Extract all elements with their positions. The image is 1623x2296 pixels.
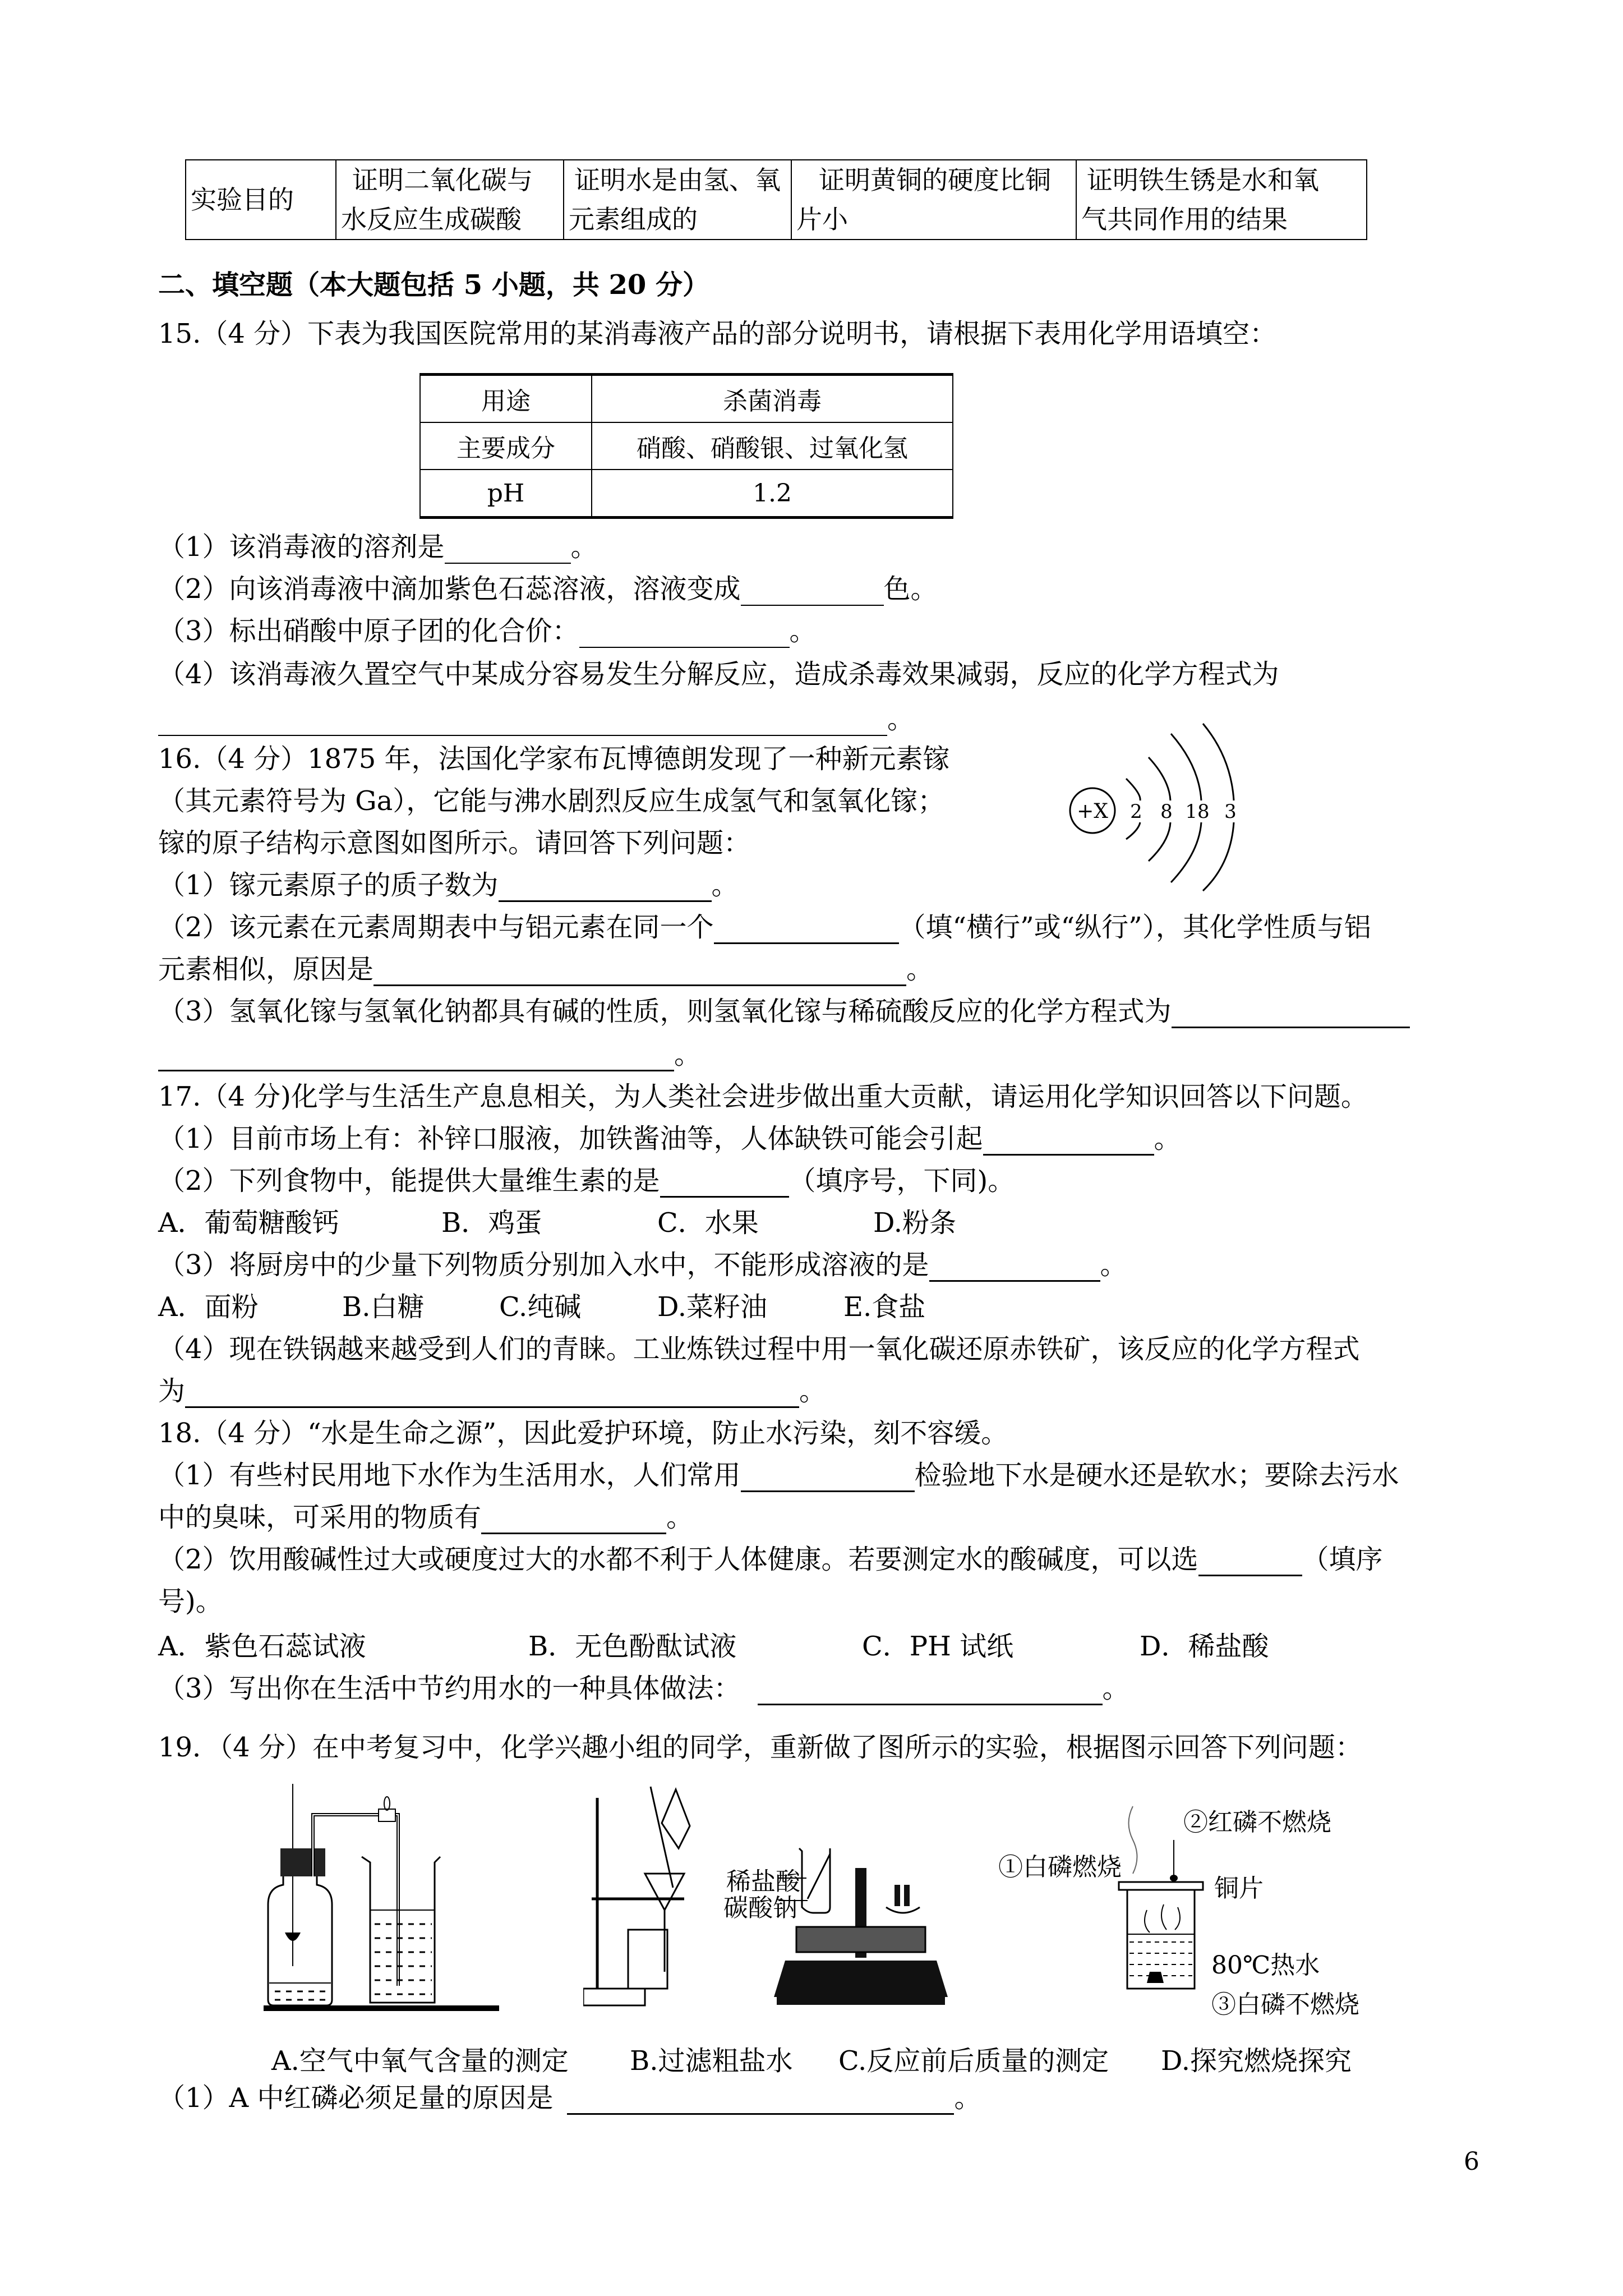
question-text: （4）该消毒液久置空气中某成分容易发生分解反应，造成杀毒效果减弱，反应的化学方程式为 bbox=[158, 659, 1279, 690]
answer-blank[interactable] bbox=[481, 1507, 666, 1534]
question-text: 。 bbox=[570, 531, 598, 563]
rubber-stopper bbox=[280, 1848, 325, 1876]
answer-blank[interactable] bbox=[714, 917, 899, 944]
combustion-spoon bbox=[285, 1932, 301, 1941]
q16-stem-line: （其元素符号为 Ga），它能与沸水剧烈反应生成氢气和氢氧化镓； bbox=[158, 785, 945, 817]
answer-blank[interactable] bbox=[158, 709, 887, 736]
option-c[interactable]: C.纯碱 bbox=[499, 1291, 582, 1323]
atom-structure-diagram bbox=[1054, 718, 1245, 898]
spring-clamp bbox=[379, 1809, 395, 1821]
table-value: 硝酸、硝酸银、过氧化氢 bbox=[592, 422, 953, 470]
question-text: 。 bbox=[789, 615, 817, 647]
q15-part-3 bbox=[158, 614, 817, 648]
glass-rod bbox=[651, 1787, 673, 1888]
question-text: 。 bbox=[1100, 1249, 1127, 1281]
cell-line: 气共同作用的结果 bbox=[1081, 204, 1288, 234]
caption-b: B.过滤粗盐水 bbox=[630, 2045, 793, 2077]
label-red-phosphorus: ②红磷不燃烧 bbox=[1183, 1808, 1331, 1837]
white-phosphorus-underwater bbox=[1147, 1972, 1164, 1983]
weight bbox=[904, 1885, 910, 1906]
option-c[interactable]: C．PH 试纸 bbox=[862, 1631, 1014, 1662]
electron-shell-arc bbox=[1126, 779, 1140, 800]
q17-part-2 bbox=[158, 1164, 1015, 1198]
electron-shell-arc bbox=[1126, 822, 1140, 839]
q16-part-2-cont bbox=[158, 953, 933, 986]
experiment-purpose-table bbox=[185, 159, 1367, 240]
balance-base bbox=[774, 1961, 948, 1997]
option-a[interactable]: A．面粉 bbox=[158, 1291, 259, 1323]
answer-blank[interactable] bbox=[499, 875, 712, 902]
option-e[interactable]: E.食盐 bbox=[843, 1291, 926, 1323]
cell-line: 片小 bbox=[796, 204, 848, 234]
red-phosphorus bbox=[1170, 1875, 1178, 1881]
electron-shell-arc bbox=[1149, 757, 1170, 800]
row-label bbox=[186, 160, 336, 240]
cell-line: 证明铁生锈是水和氧 bbox=[1087, 165, 1319, 195]
cell-line: 元素组成的 bbox=[569, 204, 698, 234]
q17-part-4: （4）现在铁锅越来越受到人们的青睐。工业炼铁过程中用一氧化碳还原赤铁矿，该反应的化学方程式 bbox=[158, 1333, 1360, 1365]
copper-plate bbox=[1119, 1882, 1203, 1890]
question-text: （2）该元素在元素周期表中与铝元素在同一个 bbox=[158, 912, 714, 943]
question-text: （1）有些村民用地下水作为生活用水，人们常用 bbox=[158, 1460, 741, 1491]
question-text: 。 bbox=[799, 1375, 827, 1407]
label-white-phosphorus-not-burning: ③白磷不燃烧 bbox=[1211, 1990, 1359, 2019]
white-smoke bbox=[1129, 1806, 1137, 1874]
answer-blank[interactable] bbox=[374, 959, 906, 986]
table-key: pH bbox=[420, 470, 592, 518]
q17-part-3 bbox=[158, 1248, 1127, 1282]
weight bbox=[895, 1885, 900, 1906]
question-text: （填序号，下同)。 bbox=[789, 1165, 1015, 1197]
water-dashes bbox=[1129, 1942, 1192, 1976]
label-sodium-carbonate: 碳酸钠 bbox=[723, 1894, 797, 1922]
table-row bbox=[420, 375, 953, 423]
answer-blank[interactable] bbox=[445, 537, 571, 564]
table-cell bbox=[791, 160, 1076, 240]
page-number: 6 bbox=[1464, 2147, 1479, 2176]
q17-part-4-answer bbox=[158, 1374, 826, 1408]
question-text: （3）将厨房中的少量下列物质分别加入水中，不能形成溶液的是 bbox=[158, 1249, 929, 1281]
clamp-handle bbox=[384, 1797, 390, 1810]
question-text: 。 bbox=[906, 954, 934, 985]
q19-part-1 bbox=[158, 2081, 981, 2115]
question-text: 。 bbox=[674, 1039, 702, 1070]
question-text: （填“横行”或“纵行”），其化学性质与铝 bbox=[898, 912, 1371, 943]
question-text: 检验地下水是硬水还是软水；要除去污水 bbox=[914, 1460, 1399, 1491]
electron-shell-arc bbox=[1149, 822, 1170, 861]
question-text: （3）写出你在生活中节约用水的一种具体做法： bbox=[158, 1673, 741, 1704]
question-text: （1）目前市场上有：补锌口服液，加铁酱油等，人体缺铁可能会引起 bbox=[158, 1123, 983, 1154]
electron-shell-arc bbox=[1203, 724, 1234, 800]
cell-line: 证明水是由氢、氧 bbox=[574, 165, 781, 195]
q17-part-1 bbox=[158, 1122, 1181, 1156]
answer-blank[interactable] bbox=[758, 1678, 1103, 1705]
question-text: （2）向该消毒液中滴加紫色石蕊溶液，溶液变成 bbox=[158, 573, 741, 605]
q16-part-1 bbox=[158, 868, 739, 902]
q18-part-3 bbox=[158, 1672, 1129, 1705]
caption-a: A.空气中氧气含量的测定 bbox=[271, 2045, 569, 2077]
q16-stem-line: 16.（4 分）1875 年，法国化学家布瓦博德朗发现了一种新元素镓 bbox=[158, 743, 950, 775]
answer-blank[interactable] bbox=[1172, 1001, 1410, 1028]
question-text: （1）镓元素原子的质子数为 bbox=[158, 869, 499, 901]
option-d[interactable]: D.菜籽油 bbox=[657, 1291, 768, 1323]
q18-part-2-cont: 号)。 bbox=[158, 1586, 223, 1617]
table-row bbox=[186, 160, 1367, 240]
question-text: 为 bbox=[158, 1375, 186, 1407]
answer-blank[interactable] bbox=[741, 1465, 915, 1492]
answer-blank[interactable] bbox=[185, 1381, 799, 1408]
q15-stem: 15.（4 分）下表为我国医院常用的某消毒液产品的部分说明书，请根据下表用化学用语填空： bbox=[158, 318, 1277, 349]
q15-part-4 bbox=[158, 657, 1279, 691]
question-text: 。 bbox=[666, 1502, 694, 1533]
caption-c: C.反应前后质量的测定 bbox=[838, 2045, 1109, 2077]
shell-electron-count: 18 bbox=[1185, 800, 1210, 823]
option-a[interactable]: A．葡萄糖酸钙 bbox=[158, 1207, 339, 1239]
figure-b-filtration bbox=[583, 1781, 729, 2017]
label-hot-water: 80℃热水 bbox=[1211, 1951, 1320, 1980]
q16-stem-line: 镓的原子结构示意图如图所示。请回答下列问题： bbox=[158, 827, 751, 859]
q15-part-1 bbox=[158, 530, 598, 564]
table-cell bbox=[564, 160, 791, 240]
q16-part-2 bbox=[158, 910, 1371, 944]
balance-beam bbox=[796, 1927, 925, 1952]
question-text: 中的臭味，可采用的物质有 bbox=[158, 1502, 482, 1533]
glass-tube bbox=[313, 1815, 398, 1986]
q19-stem: 19．（4 分）在中考复习中，化学兴趣小组的同学，重新做了图所示的实验，根据图示回答下列问题： bbox=[158, 1732, 1362, 1763]
q15-part-4-answer bbox=[158, 702, 914, 736]
q16-part-3 bbox=[158, 995, 1410, 1028]
table-row bbox=[420, 422, 953, 470]
option-b[interactable]: B．无色酚酞试液 bbox=[528, 1631, 737, 1662]
label-dilute-hcl: 稀盐酸 bbox=[726, 1867, 800, 1896]
label-copper-plate: 铜片 bbox=[1214, 1874, 1264, 1903]
q15-part-2 bbox=[158, 572, 938, 606]
answer-blank[interactable] bbox=[660, 1170, 789, 1198]
option-b[interactable]: B．鸡蛋 bbox=[441, 1207, 542, 1239]
question-text: 。 bbox=[1102, 1673, 1129, 1704]
pouring-beaker bbox=[662, 1789, 690, 1848]
question-text: 色。 bbox=[883, 573, 938, 605]
right-pan bbox=[886, 1907, 920, 1913]
question-text: （2）饮用酸碱性过大或硬度过大的水都不利于人体健康。若要测定水的酸碱度，可以选 bbox=[158, 1544, 1198, 1575]
answer-blank[interactable] bbox=[1198, 1549, 1302, 1576]
question-text: 。 bbox=[887, 703, 915, 735]
reaction-beaker bbox=[799, 1848, 830, 1913]
answer-blank[interactable] bbox=[158, 1044, 674, 1071]
gas-bottle bbox=[268, 1876, 332, 2005]
table-key: 主要成分 bbox=[420, 422, 592, 470]
option-d[interactable]: D.粉条 bbox=[873, 1207, 957, 1239]
option-d[interactable]: D．稀盐酸 bbox=[1140, 1631, 1269, 1662]
question-text: 元素相似，原因是 bbox=[158, 954, 374, 985]
receiving-beaker bbox=[628, 1930, 667, 1989]
question-text: 。 bbox=[954, 2082, 981, 2114]
q16-part-3-cont bbox=[158, 1038, 701, 1071]
figure-a-oxygen-apparatus bbox=[264, 1781, 527, 2017]
shell-electron-count: 2 bbox=[1130, 800, 1142, 823]
answer-blank[interactable] bbox=[741, 579, 884, 606]
test-tube bbox=[808, 1854, 830, 1899]
table-cell bbox=[336, 160, 564, 240]
table-row bbox=[420, 470, 953, 518]
question-text: （填序 bbox=[1302, 1544, 1383, 1575]
stand-base bbox=[583, 1989, 645, 2005]
shell-electron-count: 3 bbox=[1224, 800, 1237, 823]
q18-part-2 bbox=[158, 1543, 1383, 1576]
table-cell bbox=[1076, 160, 1367, 240]
option-a[interactable]: A．紫色石蕊试液 bbox=[158, 1631, 366, 1662]
q15-spec-table bbox=[419, 373, 953, 519]
question-text: （3）氢氧化镓与氢氧化钠都具有碱的性质，则氢氧化镓与稀硫酸反应的化学方程式为 bbox=[158, 996, 1172, 1027]
electron-shell-arc bbox=[1203, 822, 1234, 891]
answer-blank[interactable] bbox=[983, 1128, 1154, 1156]
caption-d: D.探究燃烧探究 bbox=[1161, 2045, 1352, 2077]
cell-line: 证明黄铜的硬度比铜 bbox=[819, 165, 1051, 195]
nucleus-label: +X bbox=[1077, 800, 1108, 823]
q18-stem: 18.（4 分）“水是生命之源”，因此爱护环境，防止水污染，刻不容缓。 bbox=[158, 1418, 1008, 1449]
vapor-lines bbox=[1145, 1904, 1180, 1932]
option-b[interactable]: B.白糖 bbox=[342, 1291, 425, 1323]
question-text: （1）A 中红磷必须足量的原因是 bbox=[158, 2082, 554, 2114]
option-c[interactable]: C．水果 bbox=[657, 1207, 759, 1239]
electron-shell-arc bbox=[1171, 822, 1201, 882]
cell-line: 证明二氧化碳与 bbox=[352, 165, 533, 195]
question-text: （2）下列食物中，能提供大量维生素的是 bbox=[158, 1165, 660, 1197]
label-white-phosphorus-burning: ①白磷燃烧 bbox=[998, 1853, 1122, 1881]
glass-tube-inner bbox=[313, 1815, 398, 1986]
answer-blank[interactable] bbox=[579, 621, 790, 648]
table-value: 1.2 bbox=[592, 470, 953, 518]
electron-shell-arc bbox=[1171, 734, 1201, 800]
section-heading: 二、填空题（本大题包括 5 小题，共 20 分） bbox=[158, 269, 710, 301]
question-text: 。 bbox=[711, 869, 739, 901]
table-key: 用途 bbox=[420, 375, 592, 423]
answer-blank[interactable] bbox=[929, 1254, 1100, 1282]
q18-part-1-cont bbox=[158, 1501, 693, 1534]
question-text: （3）标出硝酸中原子团的化合价： bbox=[158, 615, 579, 647]
question-text: 。 bbox=[1154, 1123, 1181, 1154]
row-label-text: 实验目的 bbox=[191, 185, 294, 215]
balance-foot bbox=[777, 1997, 945, 2005]
answer-blank[interactable] bbox=[567, 2087, 954, 2115]
base-plate bbox=[264, 2005, 499, 2011]
table-value: 杀菌消毒 bbox=[592, 375, 953, 423]
q18-part-1 bbox=[158, 1458, 1399, 1492]
q17-stem: 17.（4 分)化学与生活生产息息相关，为人类社会进步做出重大贡献，请运用化学知识回答以下问题。 bbox=[158, 1081, 1368, 1112]
cell-line: 水反应生成碳酸 bbox=[341, 204, 522, 234]
question-text: （1）该消毒液的溶剂是 bbox=[158, 531, 445, 563]
shell-electron-count: 8 bbox=[1160, 800, 1173, 823]
funnel bbox=[645, 1874, 684, 1910]
